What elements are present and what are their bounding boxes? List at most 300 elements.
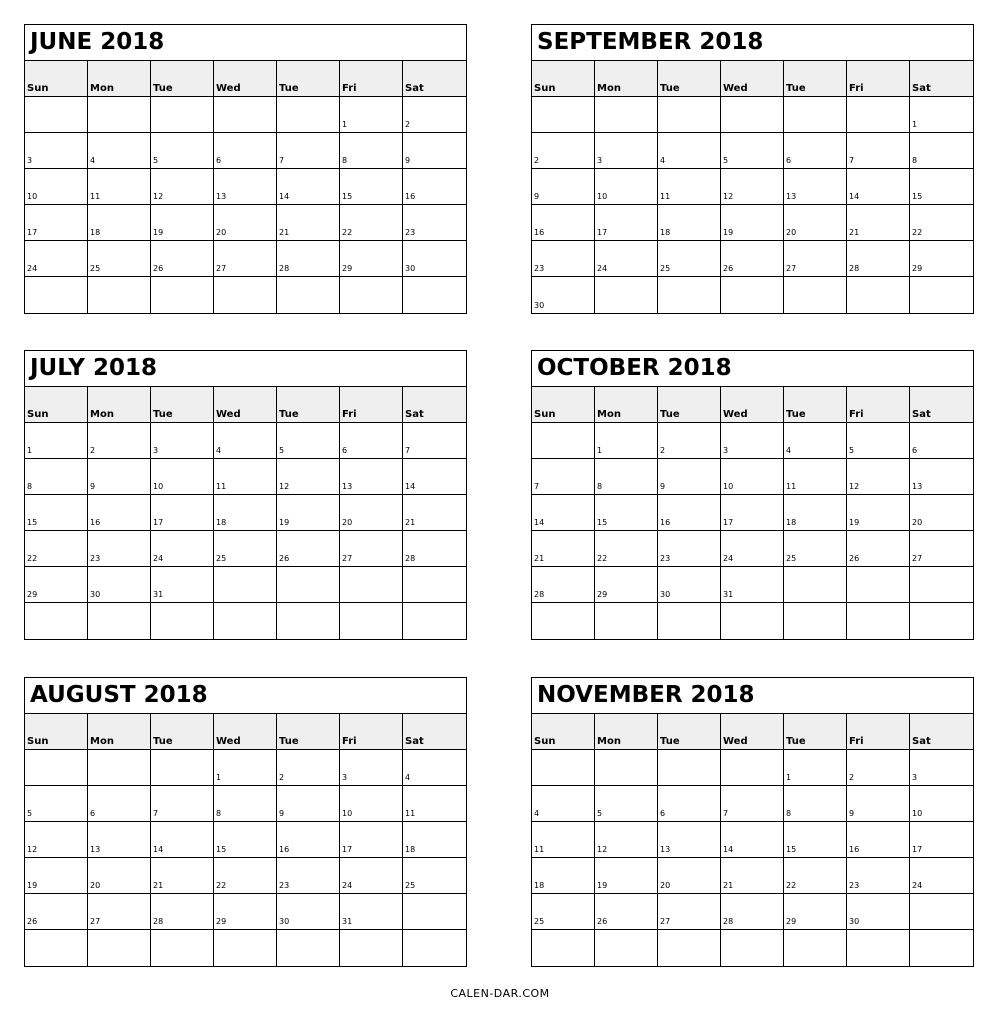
day-cell xyxy=(847,930,910,966)
day-cell xyxy=(595,930,658,966)
day-cell: 28 xyxy=(151,894,214,930)
day-cell xyxy=(403,277,466,313)
day-cell: 11 xyxy=(88,169,151,205)
day-cell: 11 xyxy=(658,169,721,205)
day-cell xyxy=(277,567,340,603)
day-cell: 20 xyxy=(340,495,403,531)
day-cell: 13 xyxy=(784,169,847,205)
calendar-grid xyxy=(532,61,973,313)
weekday-header: Tue xyxy=(784,387,847,423)
calendar-grid xyxy=(532,714,973,966)
day-cell: 9 xyxy=(403,133,466,169)
day-cell: 27 xyxy=(910,531,973,567)
day-cell: 27 xyxy=(214,241,277,277)
day-cell: 3 xyxy=(721,423,784,459)
weekday-header: Mon xyxy=(88,387,151,423)
day-cell xyxy=(847,277,910,313)
day-cell: 21 xyxy=(403,495,466,531)
day-cell xyxy=(340,930,403,966)
day-cell: 25 xyxy=(658,241,721,277)
day-cell: 24 xyxy=(721,531,784,567)
weekday-header: Sat xyxy=(403,61,466,97)
day-cell: 28 xyxy=(532,567,595,603)
day-cell xyxy=(214,277,277,313)
day-cell: 12 xyxy=(847,459,910,495)
weekday-header: Sat xyxy=(910,387,973,423)
day-cell xyxy=(25,750,88,786)
day-cell: 17 xyxy=(595,205,658,241)
day-cell xyxy=(658,97,721,133)
day-cell: 7 xyxy=(721,786,784,822)
day-cell: 22 xyxy=(910,205,973,241)
day-cell: 16 xyxy=(88,495,151,531)
weekday-header: Tue xyxy=(277,387,340,423)
day-cell: 7 xyxy=(277,133,340,169)
day-cell: 26 xyxy=(595,894,658,930)
day-cell: 26 xyxy=(721,241,784,277)
day-cell: 8 xyxy=(910,133,973,169)
day-cell: 4 xyxy=(214,423,277,459)
weekday-header: Sun xyxy=(25,61,88,97)
day-cell: 1 xyxy=(910,97,973,133)
day-cell: 9 xyxy=(277,786,340,822)
day-cell: 5 xyxy=(847,423,910,459)
day-cell: 2 xyxy=(658,423,721,459)
day-cell: 24 xyxy=(595,241,658,277)
day-cell: 11 xyxy=(403,786,466,822)
day-cell xyxy=(784,277,847,313)
day-cell: 7 xyxy=(151,786,214,822)
day-cell: 22 xyxy=(25,531,88,567)
day-cell xyxy=(532,750,595,786)
day-cell: 17 xyxy=(910,822,973,858)
day-cell: 3 xyxy=(151,423,214,459)
weekday-header: Fri xyxy=(847,387,910,423)
day-cell xyxy=(784,567,847,603)
day-cell xyxy=(595,750,658,786)
day-cell: 6 xyxy=(784,133,847,169)
day-cell xyxy=(721,277,784,313)
day-cell xyxy=(532,423,595,459)
day-cell: 21 xyxy=(277,205,340,241)
weekday-header: Fri xyxy=(340,387,403,423)
day-cell: 2 xyxy=(277,750,340,786)
day-cell: 8 xyxy=(214,786,277,822)
day-cell xyxy=(721,97,784,133)
month-june xyxy=(24,24,467,314)
day-cell xyxy=(910,277,973,313)
day-cell: 6 xyxy=(658,786,721,822)
weekday-header: Sun xyxy=(25,387,88,423)
weekday-header: Wed xyxy=(214,714,277,750)
day-cell: 22 xyxy=(784,858,847,894)
day-cell: 25 xyxy=(403,858,466,894)
day-cell: 18 xyxy=(532,858,595,894)
weekday-header: Fri xyxy=(847,714,910,750)
day-cell: 7 xyxy=(403,423,466,459)
day-cell: 12 xyxy=(151,169,214,205)
day-cell: 1 xyxy=(340,97,403,133)
day-cell: 15 xyxy=(25,495,88,531)
day-cell xyxy=(784,930,847,966)
day-cell: 7 xyxy=(847,133,910,169)
day-cell: 12 xyxy=(277,459,340,495)
day-cell xyxy=(532,930,595,966)
day-cell: 30 xyxy=(847,894,910,930)
day-cell xyxy=(532,603,595,639)
day-cell: 1 xyxy=(25,423,88,459)
day-cell: 20 xyxy=(214,205,277,241)
day-cell xyxy=(151,603,214,639)
day-cell xyxy=(151,930,214,966)
day-cell: 9 xyxy=(658,459,721,495)
day-cell: 13 xyxy=(910,459,973,495)
day-cell: 6 xyxy=(214,133,277,169)
day-cell: 8 xyxy=(595,459,658,495)
day-cell: 26 xyxy=(25,894,88,930)
day-cell xyxy=(151,277,214,313)
day-cell: 23 xyxy=(88,531,151,567)
day-cell: 5 xyxy=(595,786,658,822)
day-cell xyxy=(658,750,721,786)
day-cell: 11 xyxy=(214,459,277,495)
day-cell: 15 xyxy=(784,822,847,858)
day-cell: 2 xyxy=(532,133,595,169)
day-cell: 2 xyxy=(88,423,151,459)
weekday-header: Wed xyxy=(214,61,277,97)
day-cell: 2 xyxy=(847,750,910,786)
month-title: AUGUST 2018 xyxy=(25,678,466,714)
day-cell: 23 xyxy=(403,205,466,241)
day-cell: 9 xyxy=(532,169,595,205)
weekday-header: Mon xyxy=(595,714,658,750)
day-cell: 19 xyxy=(847,495,910,531)
day-cell xyxy=(25,97,88,133)
day-cell: 13 xyxy=(214,169,277,205)
day-cell: 14 xyxy=(721,822,784,858)
month-title: JUNE 2018 xyxy=(25,25,466,61)
day-cell: 28 xyxy=(847,241,910,277)
day-cell: 17 xyxy=(721,495,784,531)
day-cell xyxy=(532,97,595,133)
day-cell xyxy=(340,277,403,313)
day-cell: 10 xyxy=(595,169,658,205)
month-title: NOVEMBER 2018 xyxy=(532,678,973,714)
day-cell: 20 xyxy=(658,858,721,894)
day-cell: 24 xyxy=(910,858,973,894)
day-cell xyxy=(658,603,721,639)
day-cell: 16 xyxy=(847,822,910,858)
month-october xyxy=(531,350,974,640)
day-cell: 20 xyxy=(88,858,151,894)
day-cell: 26 xyxy=(151,241,214,277)
day-cell: 12 xyxy=(25,822,88,858)
calendar-grid xyxy=(25,714,466,966)
calendar-grid xyxy=(25,61,466,313)
day-cell xyxy=(403,603,466,639)
day-cell xyxy=(910,894,973,930)
day-cell: 10 xyxy=(25,169,88,205)
day-cell: 1 xyxy=(784,750,847,786)
weekday-header: Wed xyxy=(721,714,784,750)
day-cell: 22 xyxy=(595,531,658,567)
day-cell: 29 xyxy=(340,241,403,277)
weekday-header: Sun xyxy=(532,714,595,750)
day-cell: 18 xyxy=(88,205,151,241)
weekday-header: Sat xyxy=(910,61,973,97)
day-cell: 21 xyxy=(721,858,784,894)
day-cell: 22 xyxy=(340,205,403,241)
day-cell xyxy=(214,567,277,603)
weekday-header: Wed xyxy=(214,387,277,423)
day-cell: 19 xyxy=(721,205,784,241)
day-cell: 18 xyxy=(214,495,277,531)
weekday-header: Tue xyxy=(658,61,721,97)
day-cell: 10 xyxy=(340,786,403,822)
day-cell: 15 xyxy=(340,169,403,205)
day-cell: 31 xyxy=(721,567,784,603)
day-cell xyxy=(277,603,340,639)
day-cell xyxy=(25,930,88,966)
day-cell: 7 xyxy=(532,459,595,495)
day-cell: 5 xyxy=(277,423,340,459)
day-cell: 16 xyxy=(403,169,466,205)
day-cell: 5 xyxy=(151,133,214,169)
day-cell: 4 xyxy=(658,133,721,169)
day-cell xyxy=(25,277,88,313)
day-cell xyxy=(595,603,658,639)
day-cell xyxy=(658,930,721,966)
day-cell: 1 xyxy=(214,750,277,786)
weekday-header: Mon xyxy=(88,714,151,750)
day-cell: 3 xyxy=(910,750,973,786)
day-cell: 26 xyxy=(277,531,340,567)
day-cell: 30 xyxy=(532,277,595,313)
day-cell: 22 xyxy=(214,858,277,894)
day-cell: 18 xyxy=(658,205,721,241)
day-cell xyxy=(658,277,721,313)
weekday-header: Wed xyxy=(721,61,784,97)
calendar-grid xyxy=(25,387,466,639)
day-cell xyxy=(277,97,340,133)
day-cell xyxy=(595,97,658,133)
day-cell: 25 xyxy=(532,894,595,930)
day-cell: 14 xyxy=(847,169,910,205)
day-cell: 25 xyxy=(88,241,151,277)
day-cell: 19 xyxy=(25,858,88,894)
day-cell xyxy=(847,567,910,603)
month-november xyxy=(531,677,974,967)
weekday-header: Tue xyxy=(277,61,340,97)
month-title: SEPTEMBER 2018 xyxy=(532,25,973,61)
weekday-header: Tue xyxy=(151,61,214,97)
day-cell: 5 xyxy=(721,133,784,169)
day-cell: 8 xyxy=(25,459,88,495)
day-cell xyxy=(25,603,88,639)
day-cell: 30 xyxy=(277,894,340,930)
day-cell xyxy=(721,750,784,786)
day-cell: 3 xyxy=(340,750,403,786)
month-august xyxy=(24,677,467,967)
weekday-header: Tue xyxy=(784,61,847,97)
month-title: JULY 2018 xyxy=(25,351,466,387)
weekday-header: Fri xyxy=(340,61,403,97)
day-cell xyxy=(403,894,466,930)
day-cell: 19 xyxy=(151,205,214,241)
day-cell: 13 xyxy=(658,822,721,858)
day-cell xyxy=(595,277,658,313)
day-cell: 27 xyxy=(658,894,721,930)
day-cell: 17 xyxy=(151,495,214,531)
weekday-header: Tue xyxy=(784,714,847,750)
day-cell xyxy=(214,603,277,639)
day-cell: 15 xyxy=(214,822,277,858)
day-cell xyxy=(847,97,910,133)
weekday-header: Sat xyxy=(910,714,973,750)
day-cell xyxy=(151,97,214,133)
day-cell: 10 xyxy=(151,459,214,495)
day-cell: 16 xyxy=(658,495,721,531)
day-cell xyxy=(784,603,847,639)
day-cell: 24 xyxy=(25,241,88,277)
day-cell: 29 xyxy=(595,567,658,603)
weekday-header: Tue xyxy=(277,714,340,750)
day-cell: 4 xyxy=(403,750,466,786)
day-cell: 23 xyxy=(847,858,910,894)
month-title: OCTOBER 2018 xyxy=(532,351,973,387)
weekday-header: Mon xyxy=(88,61,151,97)
day-cell: 14 xyxy=(403,459,466,495)
day-cell: 30 xyxy=(88,567,151,603)
day-cell: 16 xyxy=(277,822,340,858)
day-cell: 21 xyxy=(847,205,910,241)
day-cell: 27 xyxy=(340,531,403,567)
day-cell xyxy=(277,277,340,313)
weekday-header: Tue xyxy=(658,387,721,423)
weekday-header: Sun xyxy=(532,387,595,423)
day-cell: 14 xyxy=(151,822,214,858)
day-cell: 23 xyxy=(658,531,721,567)
day-cell: 29 xyxy=(784,894,847,930)
day-cell xyxy=(910,930,973,966)
day-cell xyxy=(721,603,784,639)
day-cell: 6 xyxy=(910,423,973,459)
day-cell: 25 xyxy=(784,531,847,567)
day-cell: 27 xyxy=(784,241,847,277)
day-cell: 3 xyxy=(595,133,658,169)
month-september xyxy=(531,24,974,314)
day-cell: 14 xyxy=(532,495,595,531)
day-cell xyxy=(403,930,466,966)
day-cell: 27 xyxy=(88,894,151,930)
day-cell: 9 xyxy=(847,786,910,822)
day-cell: 5 xyxy=(25,786,88,822)
day-cell: 31 xyxy=(340,894,403,930)
day-cell: 31 xyxy=(151,567,214,603)
weekday-header: Tue xyxy=(151,714,214,750)
weekday-header: Wed xyxy=(721,387,784,423)
day-cell xyxy=(721,930,784,966)
day-cell: 16 xyxy=(532,205,595,241)
day-cell: 13 xyxy=(340,459,403,495)
day-cell xyxy=(214,97,277,133)
day-cell: 6 xyxy=(88,786,151,822)
weekday-header: Mon xyxy=(595,387,658,423)
day-cell xyxy=(88,277,151,313)
day-cell: 18 xyxy=(403,822,466,858)
day-cell xyxy=(88,750,151,786)
day-cell: 15 xyxy=(910,169,973,205)
weekday-header: Sun xyxy=(25,714,88,750)
day-cell xyxy=(88,603,151,639)
day-cell: 17 xyxy=(340,822,403,858)
day-cell xyxy=(88,97,151,133)
day-cell: 3 xyxy=(25,133,88,169)
day-cell xyxy=(88,930,151,966)
day-cell: 10 xyxy=(910,786,973,822)
day-cell: 11 xyxy=(532,822,595,858)
day-cell: 23 xyxy=(277,858,340,894)
weekday-header: Tue xyxy=(658,714,721,750)
weekday-header: Fri xyxy=(847,61,910,97)
day-cell: 6 xyxy=(340,423,403,459)
day-cell: 24 xyxy=(340,858,403,894)
weekday-header: Sat xyxy=(403,387,466,423)
day-cell: 15 xyxy=(595,495,658,531)
day-cell: 4 xyxy=(784,423,847,459)
weekday-header: Sun xyxy=(532,61,595,97)
day-cell: 9 xyxy=(88,459,151,495)
day-cell: 8 xyxy=(340,133,403,169)
weekday-header: Mon xyxy=(595,61,658,97)
site-footer-text: CALEN-DAR.COM xyxy=(450,987,550,1000)
day-cell: 14 xyxy=(277,169,340,205)
day-cell: 29 xyxy=(910,241,973,277)
day-cell: 2 xyxy=(403,97,466,133)
day-cell xyxy=(340,603,403,639)
day-cell: 10 xyxy=(721,459,784,495)
day-cell xyxy=(784,97,847,133)
weekday-header: Tue xyxy=(151,387,214,423)
day-cell: 12 xyxy=(595,822,658,858)
day-cell: 29 xyxy=(214,894,277,930)
day-cell: 20 xyxy=(910,495,973,531)
day-cell: 12 xyxy=(721,169,784,205)
day-cell: 8 xyxy=(784,786,847,822)
day-cell: 19 xyxy=(277,495,340,531)
month-july xyxy=(24,350,467,640)
day-cell: 20 xyxy=(784,205,847,241)
day-cell xyxy=(910,603,973,639)
day-cell: 30 xyxy=(403,241,466,277)
day-cell: 30 xyxy=(658,567,721,603)
day-cell xyxy=(214,930,277,966)
day-cell: 21 xyxy=(151,858,214,894)
day-cell: 29 xyxy=(25,567,88,603)
day-cell xyxy=(151,750,214,786)
day-cell: 28 xyxy=(721,894,784,930)
day-cell: 23 xyxy=(532,241,595,277)
day-cell: 4 xyxy=(532,786,595,822)
weekday-header: Fri xyxy=(340,714,403,750)
day-cell xyxy=(847,603,910,639)
day-cell: 18 xyxy=(784,495,847,531)
day-cell xyxy=(277,930,340,966)
day-cell: 24 xyxy=(151,531,214,567)
day-cell: 21 xyxy=(532,531,595,567)
day-cell xyxy=(403,567,466,603)
day-cell: 25 xyxy=(214,531,277,567)
